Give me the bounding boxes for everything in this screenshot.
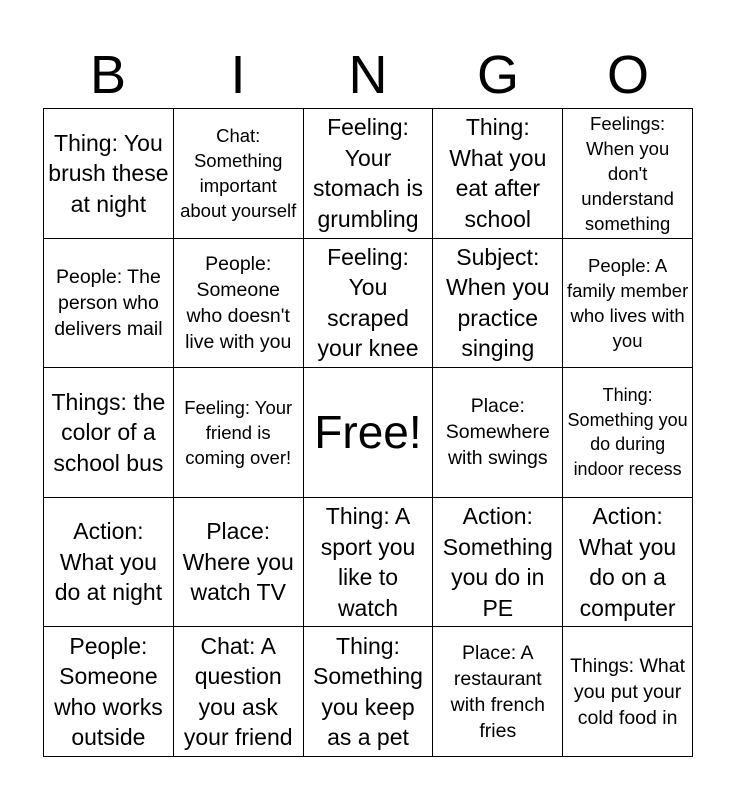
cell-text: Place: Where you watch TV (182, 518, 294, 606)
bingo-cell (433, 368, 563, 498)
cell-text: Subject: When you practice singing (446, 243, 550, 362)
bingo-cell (563, 627, 693, 757)
cell-text: Action: What you do on a computer (579, 503, 677, 621)
bingo-cell (433, 239, 563, 369)
cell-text: Place: A restaurant with french fries (450, 641, 545, 742)
cell-text: Action: What you do at night (54, 518, 163, 606)
bingo-cell (304, 627, 434, 757)
bingo-cell (174, 239, 304, 369)
cell-text: Chat: A question you ask your friend (183, 632, 293, 751)
bingo-cell (433, 109, 563, 239)
free-space-cell (304, 368, 434, 498)
bingo-cell (433, 627, 563, 757)
bingo-cell (563, 109, 693, 239)
header-letter-g: G (476, 45, 519, 105)
cell-text: Place: Somewhere with swings (445, 395, 550, 470)
cell-text: Thing: A sport you like to watch (320, 503, 416, 621)
cell-text: Feelings: When you don't understand something (581, 112, 674, 234)
bingo-header (43, 44, 693, 106)
cell-text: Thing: Something you keep as a pet (313, 632, 423, 751)
header-letter-n: N (348, 45, 388, 105)
cell-text: Feeling: Your friend is coming over! (184, 396, 293, 468)
bingo-cell (174, 109, 304, 239)
cell-text: Thing: What you eat after school (449, 114, 547, 232)
cell-text: Things: the color of a school bus (51, 388, 166, 476)
cell-text: People: A family member who lives with you (566, 254, 689, 351)
cell-text: Things: What you put your cold food in (570, 654, 686, 729)
bingo-cell (563, 368, 693, 498)
bingo-cell (174, 368, 304, 498)
bingo-cell (174, 627, 304, 757)
cell-text: Feeling: Your stomach is grumbling (313, 114, 423, 232)
bingo-cell (44, 239, 174, 369)
cell-text: People: Someone who doesn't live with you (185, 252, 292, 353)
header-letter-o: O (606, 45, 649, 105)
bingo-cell (304, 109, 434, 239)
bingo-cell (44, 368, 174, 498)
free-space-text: Free! (314, 406, 422, 459)
cell-text: Thing: Something you do during indoor recess (567, 385, 688, 479)
bingo-cell (563, 498, 693, 628)
header-letter-b: B (89, 45, 127, 105)
cell-text: People: The person who delivers mail (54, 265, 163, 340)
cell-text: Action: Something you do in PE (442, 503, 553, 621)
cell-text: People: Someone who works outside (54, 632, 163, 751)
cell-text: Chat: Something important about yourself (180, 125, 297, 222)
bingo-cell (44, 498, 174, 628)
bingo-cell (563, 239, 693, 369)
cell-text: Thing: You brush these at night (48, 129, 169, 217)
cell-text: Feeling: You scraped your knee (317, 243, 419, 362)
header-letter-i: I (230, 45, 246, 105)
bingo-cell (304, 239, 434, 369)
bingo-board (43, 108, 693, 757)
bingo-cell (433, 498, 563, 628)
bingo-cell (44, 109, 174, 239)
bingo-cell (44, 627, 174, 757)
bingo-cell (174, 498, 304, 628)
bingo-cell (304, 498, 434, 628)
